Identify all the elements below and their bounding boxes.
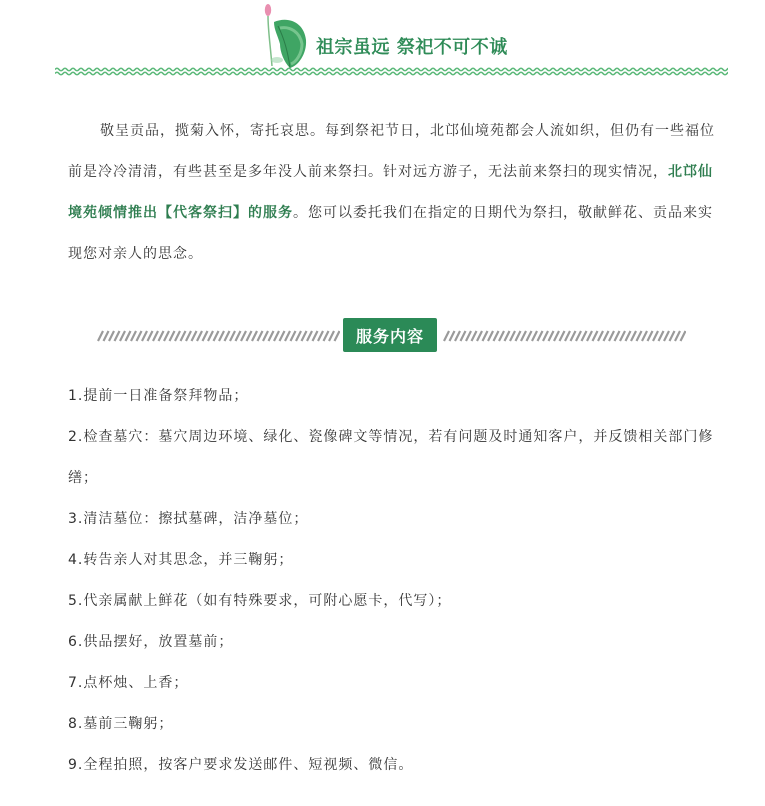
section-title: 服务内容 bbox=[343, 318, 437, 352]
lotus-leaf-icon bbox=[258, 2, 310, 70]
hatch-divider-left bbox=[96, 330, 340, 342]
list-item: 7.点杯烛、上香； bbox=[68, 675, 189, 691]
list-item: 8.墓前三鞠躬； bbox=[68, 716, 174, 732]
list-item: 6.供品摆好，放置墓前； bbox=[68, 634, 234, 650]
list-item: 2.检查墓穴：墓穴周边环境、绿化、瓷像碑文等情况，若有问题及时通知客户，并反馈相关部门修缮； bbox=[68, 429, 714, 486]
page-header bbox=[0, 0, 765, 80]
list-item: 1.提前一日准备祭拜物品； bbox=[68, 388, 249, 404]
list-item: 9.全程拍照，按客户要求发送邮件、短视频、微信。 bbox=[68, 757, 414, 773]
intro-text-end: 。您可以委托我们在指定的日期代为祭扫，敬献鲜花、贡品来实现您对亲人的思念。 bbox=[68, 205, 713, 262]
service-list bbox=[68, 376, 728, 786]
list-item: 4.转告亲人对其思念，并三鞠躬； bbox=[68, 552, 294, 568]
intro-text: 敬呈贡品，揽菊入怀，寄托哀思。每到祭祀节日，北邙仙境苑都会人流如织，但仍有一些福位前是冷冷清清，有些甚至是多年没人前来祭扫。针对远方游子，无法前来祭扫的现实情况， bbox=[68, 123, 715, 180]
intro-paragraph bbox=[68, 111, 718, 275]
wave-divider bbox=[55, 66, 728, 76]
list-item: 5.代亲属献上鲜花（如有特殊要求，可附心愿卡，代写）； bbox=[68, 593, 452, 609]
list-item: 3.清洁墓位：擦拭墓碑，洁净墓位； bbox=[68, 511, 309, 527]
hatch-divider-right bbox=[442, 330, 686, 342]
page-title: 祖宗虽远 祭祀不可不诚 bbox=[316, 37, 508, 58]
intro-highlight: 北邙仙境苑倾情推出【代客祭扫】的服务 bbox=[68, 164, 713, 221]
section-header bbox=[96, 318, 686, 354]
